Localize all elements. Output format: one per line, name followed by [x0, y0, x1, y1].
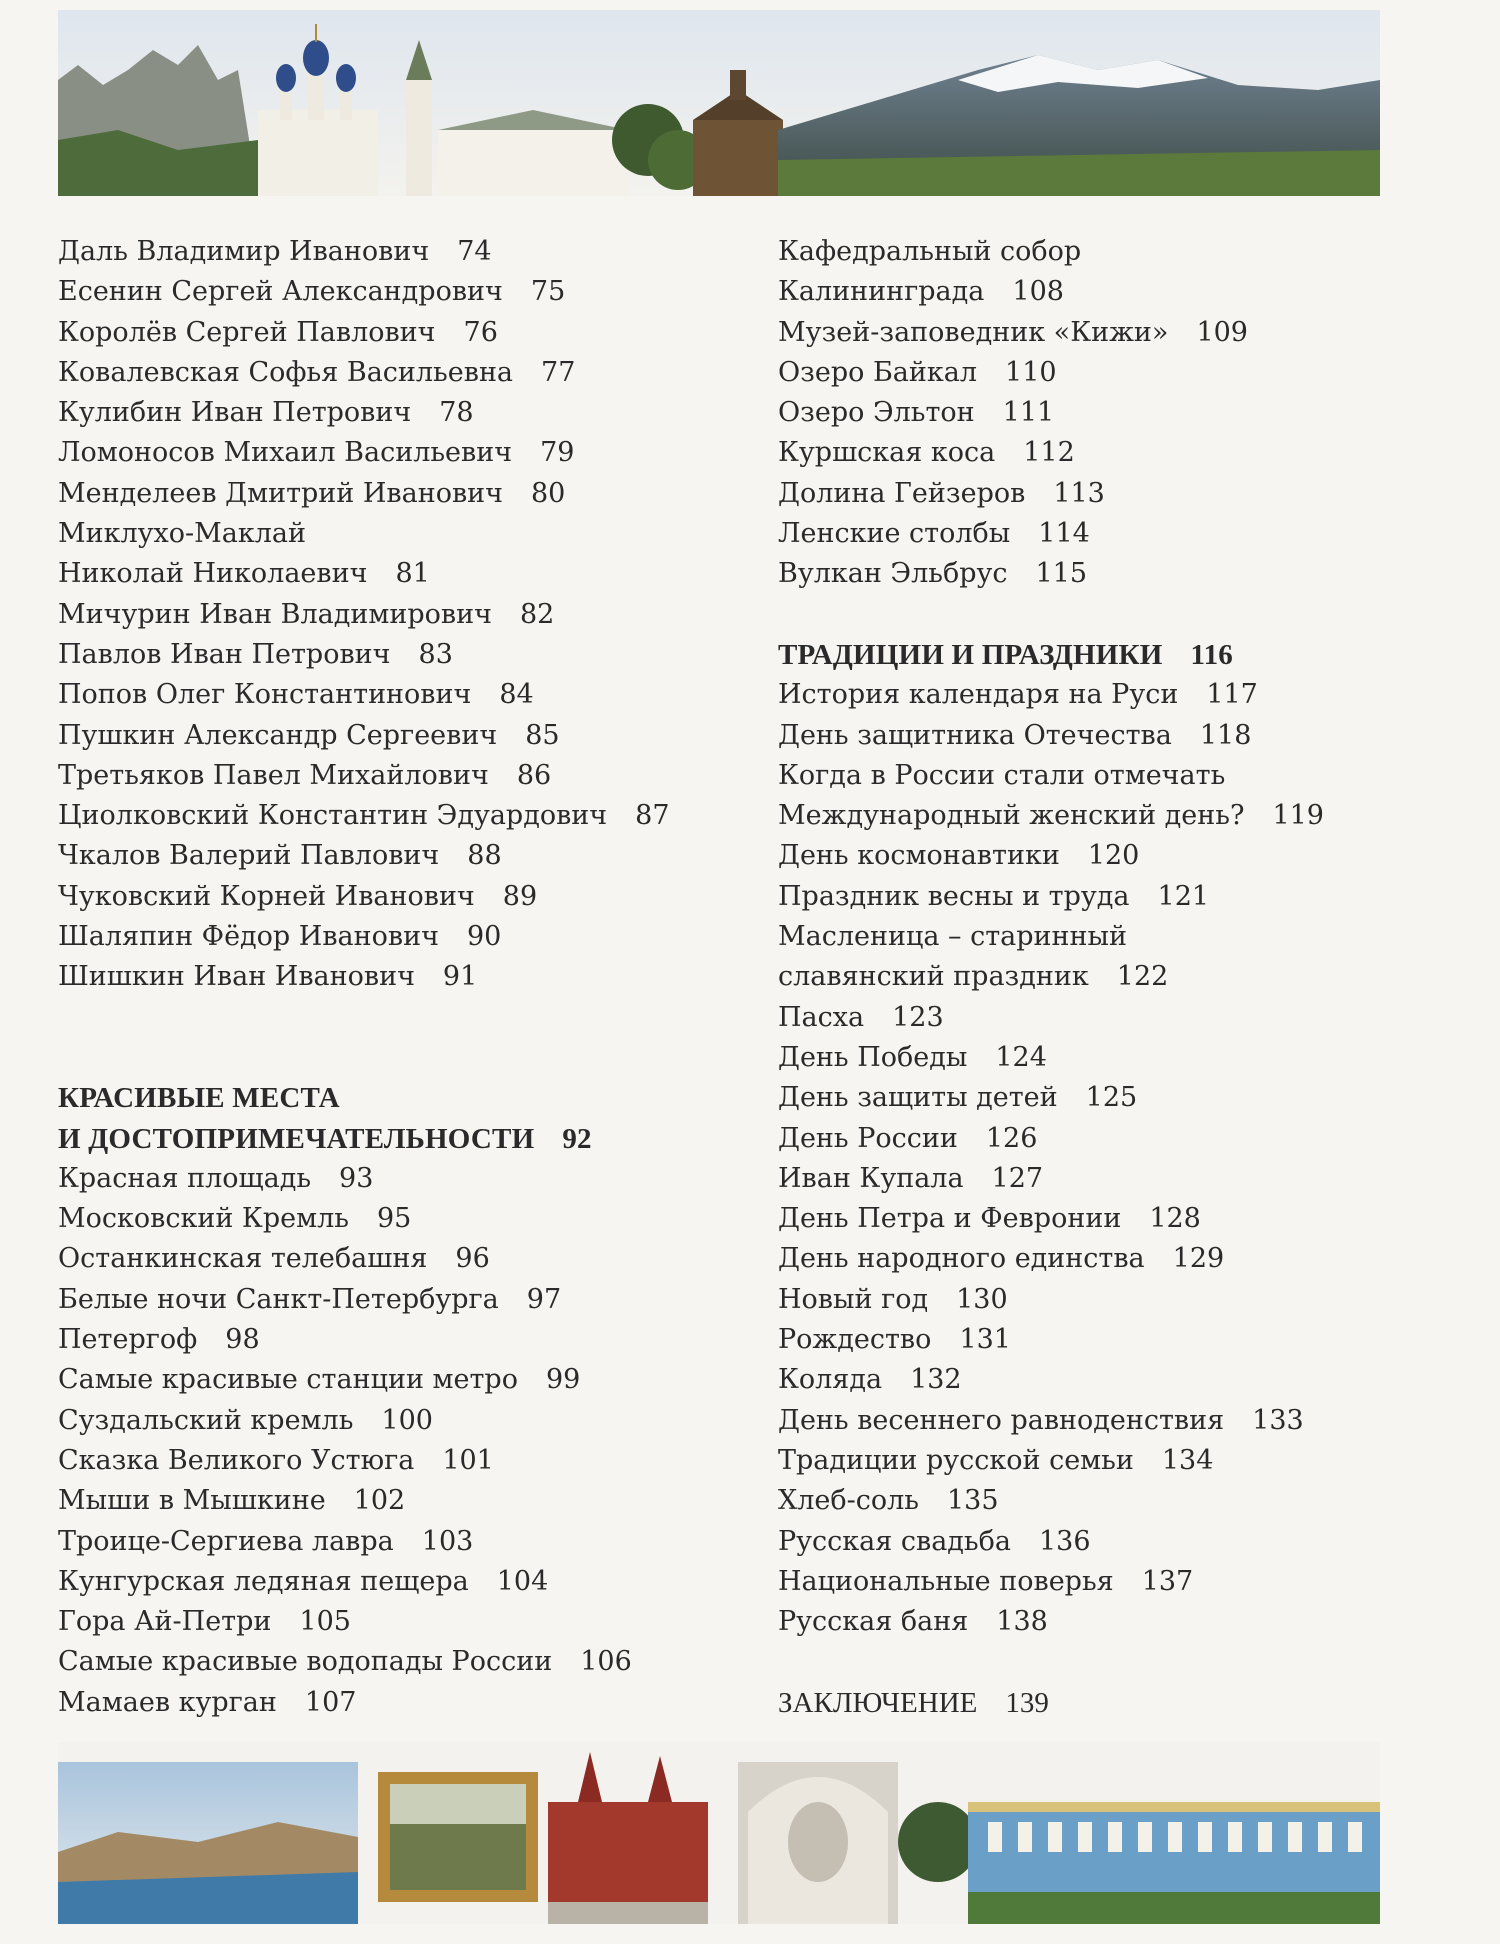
page-number: 90 — [466, 921, 502, 953]
page-number: 78 — [439, 397, 474, 429]
toc-entry — [58, 1401, 718, 1441]
page-number: 115 — [1035, 558, 1088, 590]
toc-entry — [778, 1441, 1438, 1481]
toc-entry — [58, 836, 718, 876]
section-heading-places-line2 — [58, 1119, 718, 1159]
section-title: КРАСИВЫЕ МЕСТА — [58, 1082, 340, 1115]
toc-entry — [58, 1199, 718, 1239]
page-number: 139 — [1005, 1686, 1049, 1719]
entry-title: Калининграда — [778, 276, 985, 308]
toc-entry — [778, 1360, 1438, 1400]
toc-entry — [778, 1159, 1438, 1199]
entry-title: Николай Николаевич — [58, 558, 368, 590]
entry-title: Коляда — [778, 1364, 883, 1396]
toc-entry — [778, 1280, 1438, 1320]
toc-entry — [778, 998, 1438, 1038]
toc-entry — [58, 353, 718, 393]
toc-entry — [58, 433, 718, 473]
toc-entry — [58, 514, 718, 554]
toc-entry — [778, 957, 1438, 997]
page-number: 87 — [635, 800, 670, 832]
toc-entry — [778, 232, 1438, 272]
page-number: 124 — [995, 1041, 1047, 1073]
entry-title: Озеро Эльтон — [778, 397, 975, 429]
page-number: 136 — [1038, 1525, 1091, 1557]
toc-entry — [58, 393, 718, 433]
entry-title: Чкалов Валерий Павлович — [58, 840, 440, 872]
page-number: 135 — [946, 1485, 999, 1517]
section-title: И ДОСТОПРИМЕЧАТЕЛЬНОСТИ — [58, 1122, 535, 1155]
entry-title: Троице-Сергиева лавра — [58, 1525, 394, 1557]
page-number: 104 — [496, 1565, 549, 1597]
entry-title: Праздник весны и труда — [778, 880, 1130, 912]
toc-entry — [778, 1320, 1438, 1360]
entry-title: День Победы — [778, 1041, 968, 1073]
entry-title: Национальные поверья — [778, 1565, 1114, 1597]
entry-title: День Петра и Февронии — [778, 1203, 1122, 1235]
page-number: 107 — [304, 1686, 357, 1718]
toc-entry — [58, 635, 718, 675]
entry-title: Пасха — [778, 1001, 865, 1033]
entry-title: Рождество — [778, 1324, 932, 1356]
entry-title: Циолковский Константин Эдуардович — [58, 800, 608, 832]
entry-title: Королёв Сергей Павлович — [58, 316, 436, 348]
section-heading-places-line1 — [58, 1078, 718, 1118]
page-number: 96 — [455, 1243, 490, 1275]
toc-entry — [58, 313, 718, 353]
page-number: 106 — [580, 1646, 632, 1678]
page-number: 108 — [1012, 276, 1064, 308]
toc-entry — [58, 595, 718, 635]
page-number: 101 — [442, 1444, 494, 1476]
entry-title: Международный женский день? — [778, 800, 1245, 832]
entry-title: День весеннего равноденствия — [778, 1404, 1225, 1436]
page-number: 128 — [1149, 1203, 1201, 1235]
toc-entry — [778, 877, 1438, 917]
page-number: 116 — [1190, 638, 1233, 671]
toc-entry — [58, 1441, 718, 1481]
spacer — [778, 595, 1438, 635]
toc-entry — [778, 1481, 1438, 1521]
page-number: 130 — [956, 1283, 1008, 1315]
page-number: 133 — [1252, 1404, 1304, 1436]
toc-entry — [778, 1602, 1438, 1642]
page-number: 91 — [442, 961, 478, 993]
entry-title: Самые красивые водопады России — [58, 1646, 553, 1678]
entry-title: Хлеб-соль — [778, 1485, 919, 1517]
toc-entry — [778, 756, 1438, 796]
page-number: 84 — [499, 679, 534, 711]
page-number: 131 — [959, 1324, 1011, 1356]
page-number: 75 — [530, 276, 566, 308]
top-banner-illustration — [58, 10, 1380, 196]
page-number: 113 — [1053, 477, 1105, 509]
toc-entry — [778, 313, 1438, 353]
entry-title: Кулибин Иван Петрович — [58, 397, 412, 429]
entry-title: Менделеев Дмитрий Иванович — [58, 477, 503, 509]
entry-title: Даль Владимир Иванович — [58, 236, 430, 267]
page-number: 132 — [910, 1364, 962, 1396]
entry-title: Шаляпин Фёдор Иванович — [58, 921, 439, 953]
toc-entry — [58, 272, 718, 312]
entry-title: Мыши в Мышкине — [58, 1485, 326, 1517]
toc-entry — [778, 716, 1438, 756]
toc-entry — [778, 474, 1438, 514]
toc-entry — [778, 1401, 1438, 1441]
conclusion-title: ЗАКЛЮЧЕНИЕ — [778, 1686, 978, 1719]
entry-title: Традиции русской семьи — [778, 1444, 1134, 1476]
entry-title: История календаря на Руси — [778, 679, 1179, 711]
entry-title: Масленица – старинный — [778, 921, 1128, 953]
toc-entry — [778, 554, 1438, 594]
section-title: ТРАДИЦИИ И ПРАЗДНИКИ — [778, 638, 1163, 671]
toc-entry — [58, 1280, 718, 1320]
entry-title: Павлов Иван Петрович — [58, 638, 391, 670]
toc-entry — [58, 877, 718, 917]
page-number: 79 — [540, 437, 575, 469]
places-section — [58, 1159, 718, 1723]
entry-title: Чуковский Корней Иванович — [58, 880, 475, 912]
entry-title: Музей-заповедник «Кижи» — [778, 316, 1169, 348]
entry-title: День России — [778, 1122, 958, 1154]
toc-entry — [58, 756, 718, 796]
entry-title: Мамаев курган — [58, 1686, 277, 1718]
toc-entry — [778, 433, 1438, 473]
entry-title: Иван Купала — [778, 1162, 964, 1194]
page-number: 82 — [519, 598, 555, 630]
conclusion-entry — [778, 1683, 1438, 1723]
entry-title: Гора Ай-Петри — [58, 1606, 272, 1638]
entry-title: Петергоф — [58, 1324, 198, 1356]
toc-entry — [58, 1159, 718, 1199]
page-number: 109 — [1196, 316, 1248, 348]
page-number: 126 — [985, 1122, 1038, 1154]
spacer — [778, 1642, 1438, 1682]
entry-title: Самые красивые станции метро — [58, 1364, 518, 1396]
toc-entry — [778, 514, 1438, 554]
entry-title: славянский праздник — [778, 961, 1089, 993]
page-number: 138 — [996, 1606, 1048, 1638]
page-number: 77 — [541, 356, 576, 388]
page-number: 120 — [1087, 840, 1140, 872]
entry-title: Есенин Сергей Александрович — [58, 276, 503, 308]
page-number: 93 — [339, 1162, 374, 1194]
toc-entry — [778, 393, 1438, 433]
entry-title: Красная площадь — [58, 1162, 312, 1194]
page-number: 112 — [1023, 437, 1075, 469]
entry-title: День народного единства — [778, 1243, 1145, 1275]
toc-entry — [58, 957, 718, 997]
page-number: 92 — [562, 1122, 592, 1155]
page-number: 89 — [502, 880, 538, 912]
places-continued-section — [778, 232, 1438, 595]
page-number: 86 — [516, 759, 552, 791]
people-section — [58, 232, 718, 998]
traditions-section — [778, 675, 1438, 1642]
entry-title: Кафедральный собор — [778, 236, 1082, 267]
section-heading-traditions — [778, 635, 1438, 675]
page-number: 117 — [1206, 679, 1258, 711]
toc-entry — [778, 675, 1438, 715]
page-number: 85 — [525, 719, 560, 751]
page-number: 137 — [1141, 1565, 1194, 1597]
entry-title: Долина Гейзеров — [778, 477, 1026, 509]
toc-entry — [778, 353, 1438, 393]
entry-title: День защиты детей — [778, 1082, 1058, 1114]
entry-title: Миклухо-Маклай — [58, 518, 307, 550]
entry-title: Белые ночи Санкт-Петербурга — [58, 1283, 499, 1315]
page-number: 125 — [1085, 1082, 1138, 1114]
page-number: 102 — [353, 1485, 406, 1517]
toc-entry — [778, 836, 1438, 876]
toc-entry — [58, 1522, 718, 1562]
entry-title: Ленские столбы — [778, 518, 1011, 550]
toc-entry — [778, 1562, 1438, 1602]
entry-title: Новый год — [778, 1283, 929, 1315]
page-number: 97 — [526, 1283, 562, 1315]
entry-title: Третьяков Павел Михайлович — [58, 759, 489, 791]
toc-entry — [58, 796, 718, 836]
spacer — [58, 998, 718, 1079]
page-number: 105 — [299, 1606, 351, 1638]
entry-title: Московский Кремль — [58, 1203, 349, 1235]
entry-title: День защитника Отечества — [778, 719, 1172, 751]
toc-entry — [778, 1038, 1438, 1078]
toc-entry — [58, 1481, 718, 1521]
entry-title: Шишкин Иван Иванович — [58, 961, 415, 993]
page-number: 129 — [1172, 1243, 1225, 1275]
entry-title: Вулкан Эльбрус — [778, 558, 1008, 590]
toc-entry — [778, 1522, 1438, 1562]
page-number: 100 — [381, 1404, 433, 1436]
page-number: 81 — [395, 558, 430, 590]
page-number: 123 — [892, 1001, 944, 1033]
page-number: 80 — [531, 477, 566, 509]
page-number: 88 — [467, 840, 502, 872]
entry-title: Попов Олег Константинович — [58, 679, 472, 711]
entry-title: Озеро Байкал — [778, 356, 978, 388]
page-number: 121 — [1157, 880, 1210, 912]
page-number: 127 — [991, 1162, 1044, 1194]
page-number: 119 — [1272, 800, 1324, 832]
page-number: 99 — [545, 1364, 581, 1396]
page-number: 134 — [1161, 1444, 1214, 1476]
toc-entry — [58, 232, 718, 272]
toc-entry — [58, 1239, 718, 1279]
toc-entry — [778, 796, 1438, 836]
toc-entry — [778, 272, 1438, 312]
page-number: 111 — [1002, 397, 1055, 429]
toc-entry — [778, 917, 1438, 957]
toc-entry — [58, 474, 718, 514]
toc-entry — [58, 1562, 718, 1602]
toc-entry — [58, 1320, 718, 1360]
page-number: 103 — [421, 1525, 474, 1557]
toc-entry — [778, 1199, 1438, 1239]
entry-title: Суздальский кремль — [58, 1404, 354, 1436]
toc-entry — [778, 1239, 1438, 1279]
entry-title: Русская баня — [778, 1606, 969, 1638]
page-number: 122 — [1116, 961, 1169, 993]
toc-entry — [58, 716, 718, 756]
page-number: 95 — [376, 1203, 412, 1235]
toc-entry — [778, 1078, 1438, 1118]
toc-entry — [58, 554, 718, 594]
bottom-banner-illustration — [58, 1742, 1380, 1924]
entry-title: Ковалевская Софья Васильевна — [58, 356, 514, 388]
entry-title: Сказка Великого Устюга — [58, 1444, 415, 1476]
page-number: 83 — [418, 638, 453, 670]
toc-entry — [58, 675, 718, 715]
entry-title: Пушкин Александр Сергеевич — [58, 719, 498, 751]
toc-right-column — [778, 232, 1438, 1723]
entry-title: День космонавтики — [778, 840, 1060, 872]
entry-title: Русская свадьба — [778, 1525, 1011, 1557]
page-number: 114 — [1038, 518, 1090, 550]
toc-entry — [58, 1642, 718, 1682]
entry-title: Кунгурская ледяная пещера — [58, 1565, 469, 1597]
toc-left-column — [58, 232, 718, 1723]
toc-entry — [778, 1119, 1438, 1159]
page-number: 98 — [225, 1324, 260, 1356]
page-number: 118 — [1199, 719, 1252, 751]
toc-entry — [58, 917, 718, 957]
toc-entry — [58, 1683, 718, 1723]
toc-entry — [58, 1602, 718, 1642]
page-number: 76 — [463, 316, 498, 348]
entry-title: Когда в России стали отмечать — [778, 759, 1226, 791]
entry-title: Ломоносов Михаил Васильевич — [58, 437, 513, 469]
entry-title: Мичурин Иван Владимирович — [58, 598, 492, 630]
page-number: 110 — [1005, 356, 1057, 388]
toc-entry — [58, 1360, 718, 1400]
page-number: 74 — [457, 236, 492, 267]
entry-title: Останкинская телебашня — [58, 1243, 428, 1275]
entry-title: Куршская коса — [778, 437, 996, 469]
